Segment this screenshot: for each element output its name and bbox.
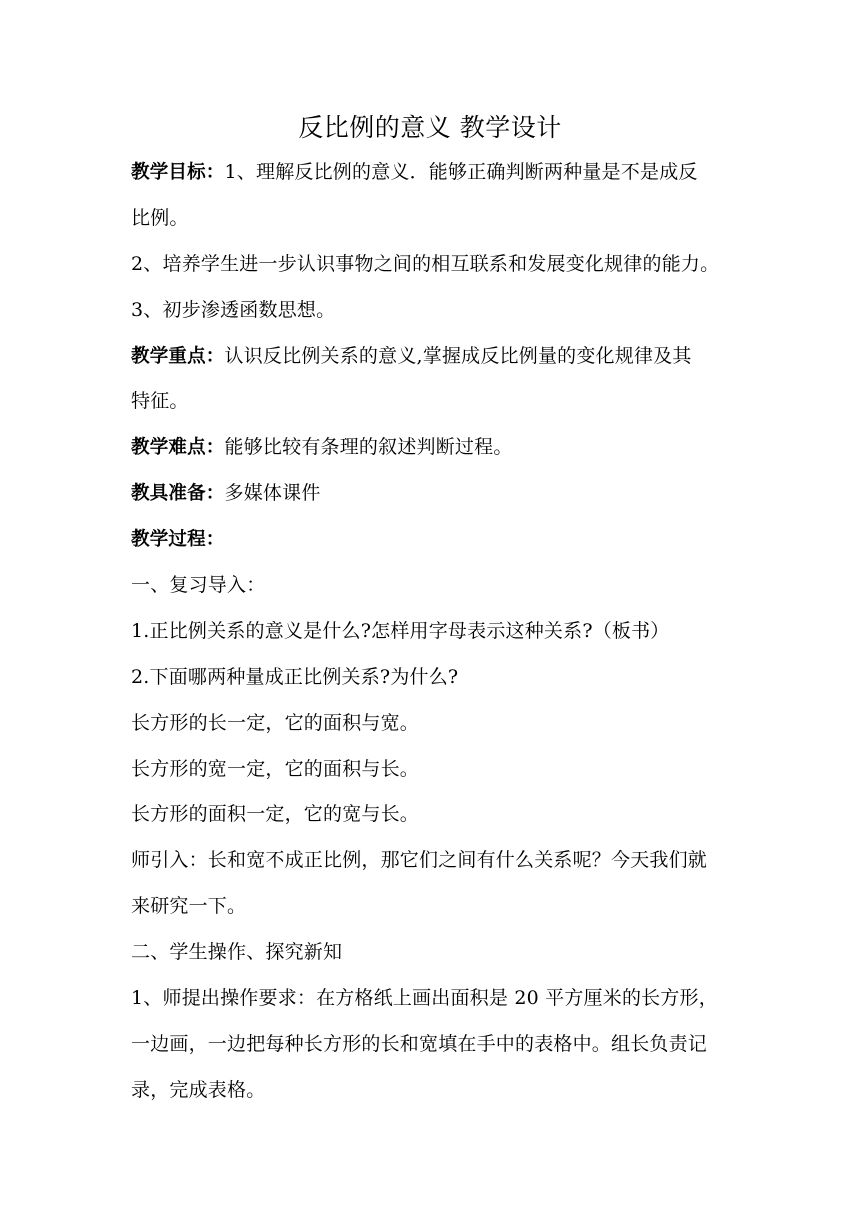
objectives-line-2: 2、培养学生进一步认识事物之间的相互联系和发展变化规律的能力。 — [131, 252, 720, 275]
key-points-label: 教学重点： — [131, 345, 225, 367]
section2-step-1: 1、师提出操作要求：在方格纸上画出面积是 20 平方厘米的长方形， — [131, 987, 718, 1010]
objectives-text-1: 1、理解反比例的意义．能够正确判断两种量是不是成反 — [224, 161, 698, 183]
process-label: 教学过程： — [131, 529, 225, 551]
key-points-line-cont: 特征。 — [131, 390, 189, 413]
difficulties-label: 教学难点： — [131, 437, 225, 459]
document-title: 反比例的意义 教学设计 — [298, 113, 562, 142]
process-line — [131, 517, 731, 563]
difficulties-text: 能够比较有条理的叙述判断过程。 — [224, 436, 513, 459]
section2-step-1-cont2: 录，完成表格。 — [131, 1078, 266, 1101]
key-points-text: 认识反比例关系的意义,掌握成反比例量的变化规律及其 — [224, 344, 692, 367]
section1-intro: 师引入：长和宽不成正比例，那它们之间有什么关系呢？今天我们就 — [131, 849, 708, 872]
section1-question-1: 1.正比例关系的意义是什么?怎样用字母表示这种关系?（板书） — [131, 619, 670, 642]
objectives-label: 教学目标： — [131, 162, 225, 183]
objectives-line-1-cont: 比例。 — [131, 206, 189, 229]
document-body — [131, 150, 731, 1114]
preparation-line — [131, 471, 731, 517]
section2-heading: 二、学生操作、探究新知 — [131, 941, 343, 964]
section1-item-2: 长方形的宽一定，它的面积与长。 — [131, 757, 420, 780]
section1-item-1: 长方形的长一定，它的面积与宽。 — [131, 711, 420, 734]
key-points-line — [131, 334, 731, 380]
section1-question-2: 2.下面哪两种量成正比例关系?为什么? — [131, 665, 459, 688]
preparation-text: 多媒体课件 — [224, 482, 321, 505]
section1-heading: 一、复习导入： — [131, 574, 266, 597]
objectives-line-1 — [131, 150, 731, 196]
objectives-line-3: 3、初步渗透函数思想。 — [131, 298, 336, 321]
section1-intro-cont: 来研究一下。 — [131, 895, 247, 918]
section2-step-1-cont: 一边画，一边把每种长方形的长和宽填在手中的表格中。组长负责记 — [131, 1032, 708, 1055]
section1-item-3: 长方形的面积一定，它的宽与长。 — [131, 803, 420, 826]
preparation-label: 教具准备： — [131, 483, 225, 505]
difficulties-line — [131, 425, 731, 471]
